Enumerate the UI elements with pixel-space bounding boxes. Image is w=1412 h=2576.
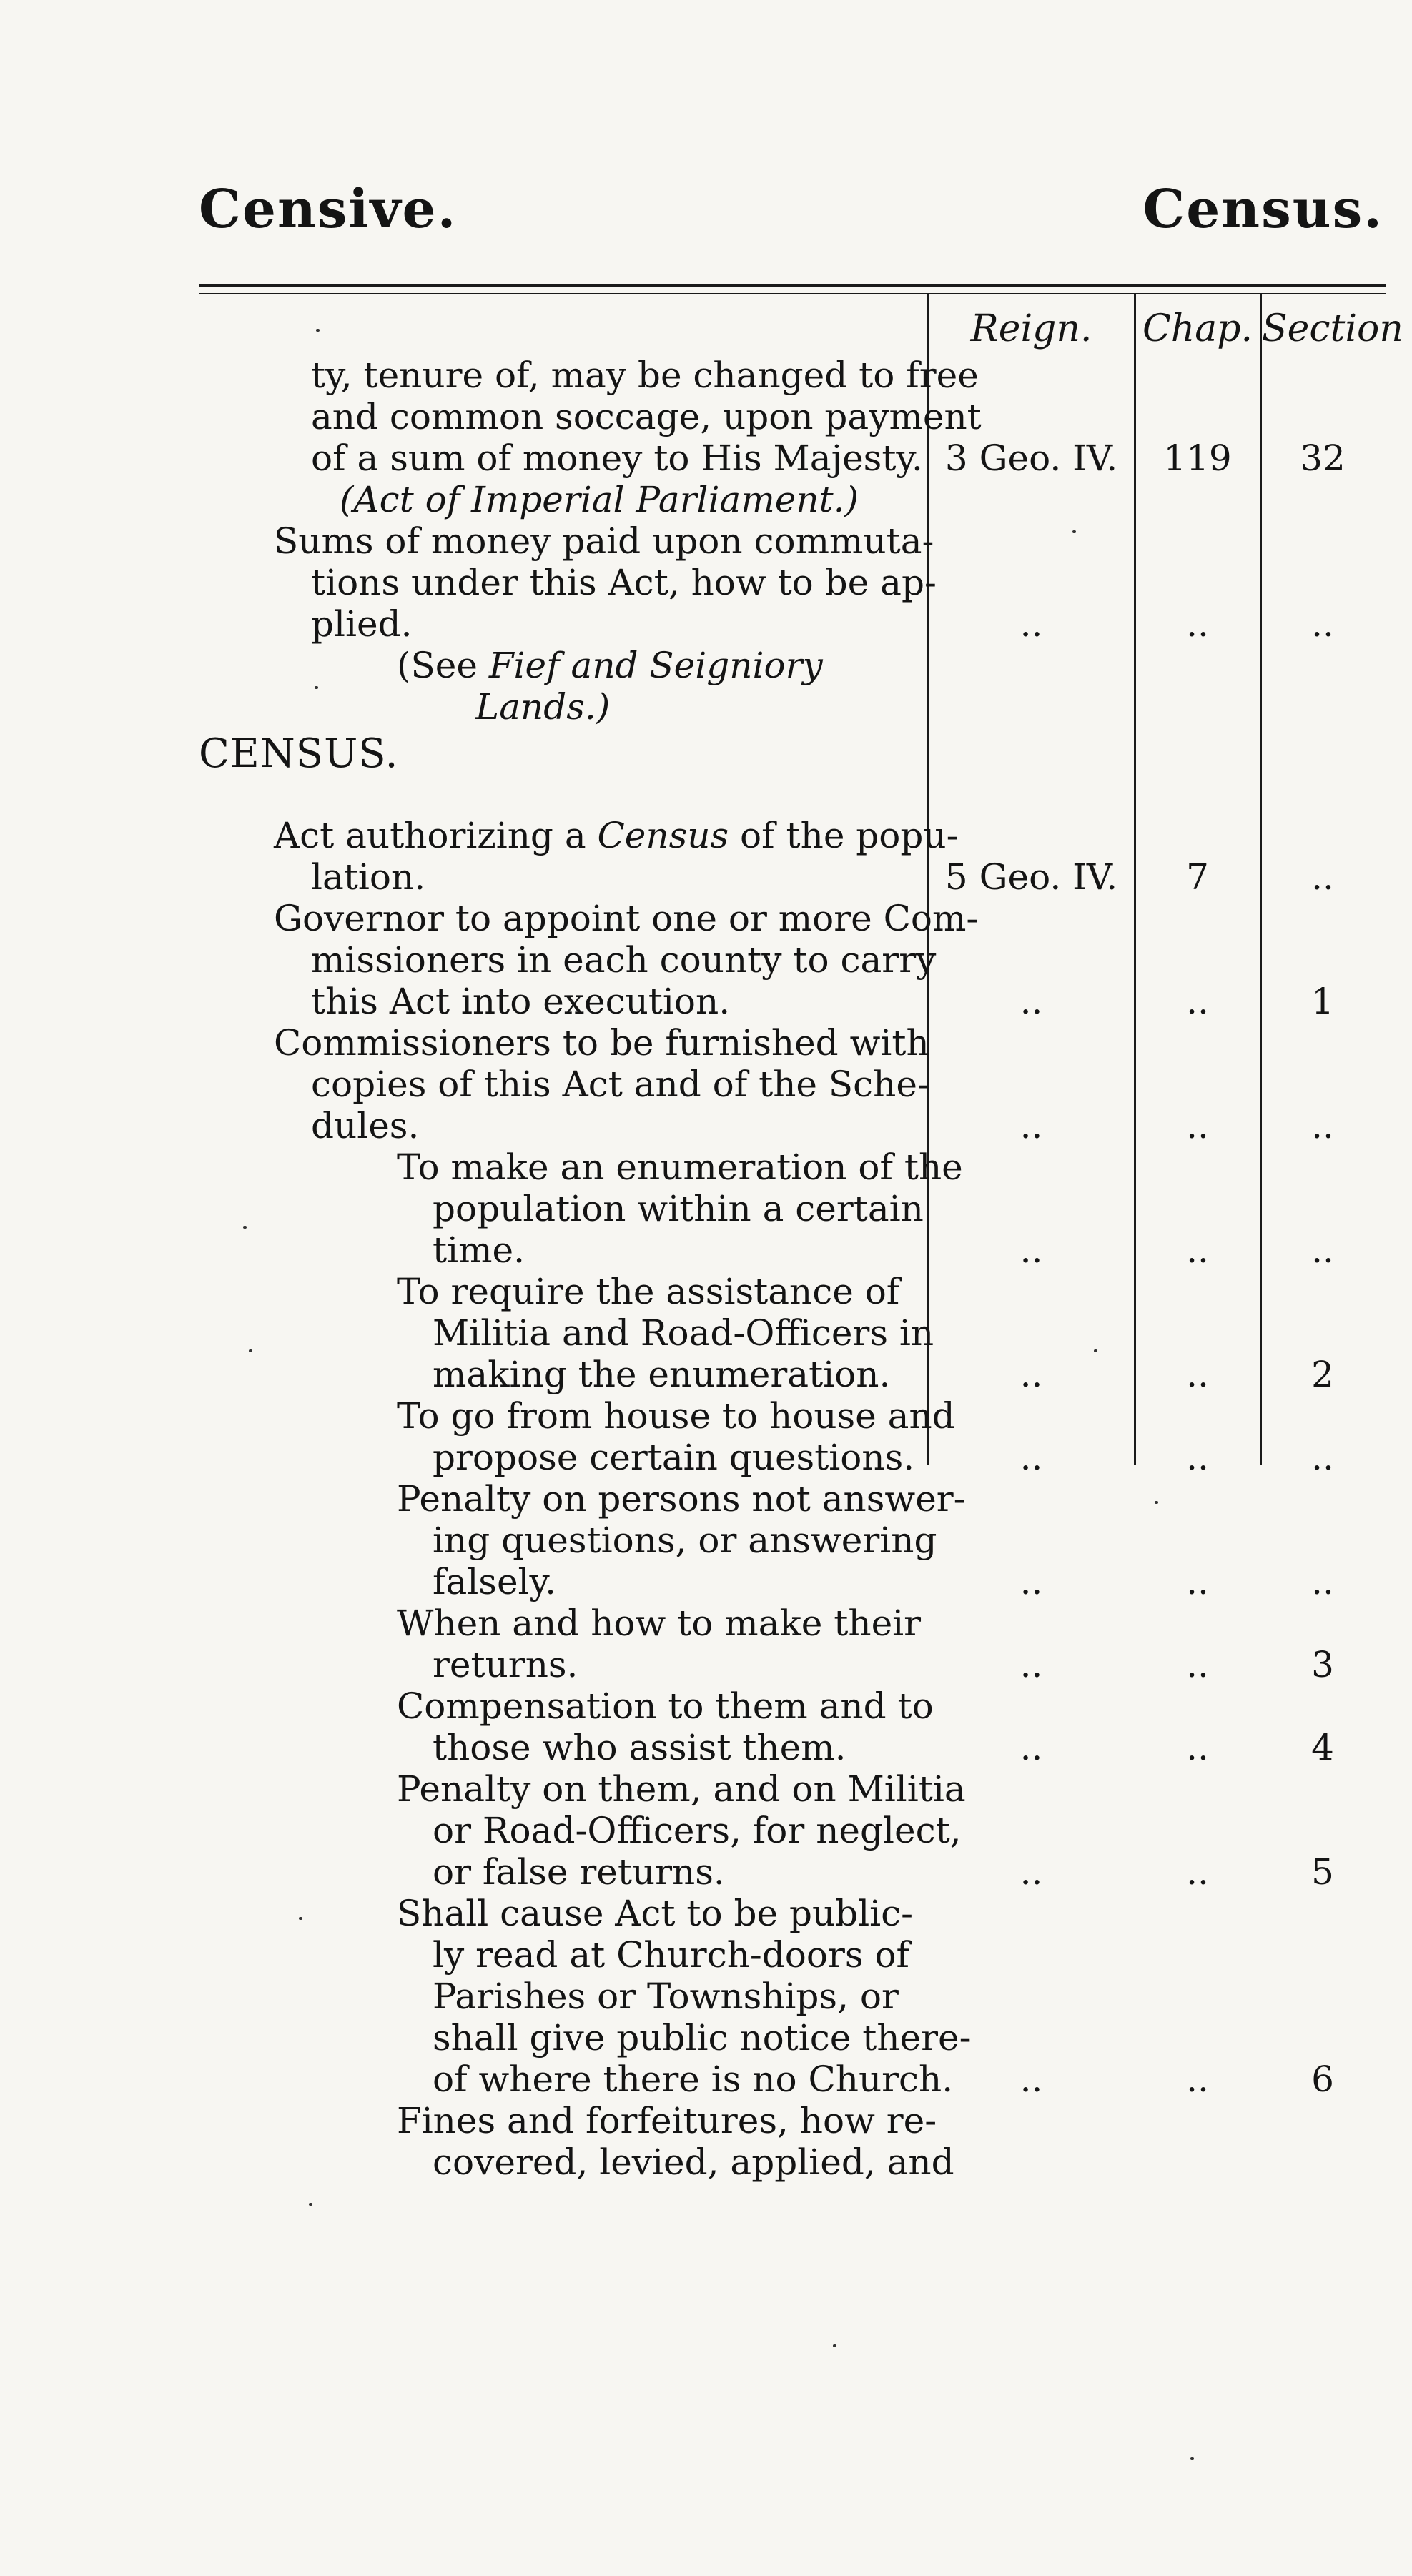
ref-chap: .. [1186,1229,1209,1271]
entry-line: falsely. [433,1561,557,1602]
ref-section: .. [1311,1561,1334,1602]
entry-line: or Road-Officers, for neglect, [433,1810,962,1851]
ref-chap: .. [1186,1727,1209,1768]
ref-reign: .. [1019,1354,1043,1395]
entry-line: missioners in each county to carry [311,939,937,981]
entry-line: To make an enumeration of the [397,1146,963,1188]
entry-line: making the enumeration. [433,1354,891,1395]
scan-speck [1155,1501,1158,1504]
ref-chap: .. [1186,981,1209,1022]
cross-reference-prefix: (See [397,645,489,686]
entry-line: covered, levied, applied, and [433,2141,954,2183]
ref-section: .. [1311,1437,1334,1478]
entry-line: When and how to make their [397,1602,922,1644]
ref-section: 6 [1311,2059,1334,2100]
entry-line: time. [433,1229,525,1271]
ref-section: 4 [1311,1727,1334,1768]
entry-line: ly read at Church-doors of [433,1934,910,1976]
ref-reign: .. [1019,1105,1043,1146]
entry-line: To go from house to house and [397,1395,955,1437]
running-head-right: Census. [1142,179,1383,240]
ref-section: .. [1311,1105,1334,1146]
scan-speck [833,2344,836,2347]
column-header-section: Section [1262,307,1403,350]
scan-speck [316,329,320,332]
cross-reference [397,645,823,686]
section-heading: CENSUS. [199,730,399,777]
entry-line: copies of this Act and of the Sche- [311,1064,929,1105]
ref-chap: .. [1186,1105,1209,1146]
entry-citation: (Act of Imperial Parliament.) [340,479,859,520]
entry-line: To require the assistance of [397,1271,900,1312]
ref-reign: .. [1019,603,1043,645]
entry-line: those who assist them. [433,1727,846,1768]
entry-line: Compensation to them and to [397,1685,934,1727]
ref-section: 5 [1311,1851,1334,1893]
ref-chap: .. [1186,1561,1209,1602]
entry-line: dules. [311,1105,420,1146]
ref-chap: .. [1186,1851,1209,1893]
ref-reign: .. [1019,1437,1043,1478]
entry-line: Militia and Road-Officers in [433,1312,934,1354]
entry-line: Governor to appoint one or more Com- [274,898,979,939]
ref-chap: .. [1186,603,1209,645]
entry-line: ing questions, or answering [433,1520,937,1561]
ref-section: 3 [1311,1644,1334,1685]
scan-speck [243,1226,247,1229]
ref-chap: .. [1186,2059,1209,2100]
ref-section: 1 [1311,981,1334,1022]
entry-line: lation. [311,856,426,898]
entry-line: propose certain questions. [433,1437,915,1478]
ref-chap: 119 [1163,437,1232,479]
ref-reign: .. [1019,1851,1043,1893]
entry-line: returns. [433,1644,578,1685]
entry-line: and common soccage, upon payment [311,396,982,437]
ref-section: .. [1311,1229,1334,1271]
entry-line: Commissioners to be furnished with [274,1022,929,1064]
entry-line: plied. [311,603,413,645]
column-header-chap: Chap. [1142,307,1253,350]
entry-line: Penalty on persons not answer- [397,1478,966,1520]
cross-reference-link: Fief and Seigniory [488,645,823,686]
entry-line: tions under this Act, how to be ap- [311,562,937,603]
header-rule-thick [199,284,1386,287]
ref-reign: .. [1019,2059,1043,2100]
entry-line: Shall cause Act to be public- [397,1893,914,1934]
ref-chap: .. [1186,1437,1209,1478]
entry-line: Sums of money paid upon commuta- [274,520,934,562]
scan-speck [1072,530,1076,533]
entry-line: ty, tenure of, may be changed to free [311,355,979,396]
entry-line: Parishes or Townships, or [433,1976,899,2017]
entry-line: shall give public notice there- [433,2017,972,2059]
ref-section: 2 [1311,1354,1334,1395]
entry-line: Penalty on them, and on Militia [397,1768,966,1810]
column-header-reign: Reign. [970,307,1092,350]
entry-line: Fines and forfeitures, how re- [397,2100,937,2141]
column-divider-chap [1134,293,1136,1465]
scan-speck [299,1917,302,1920]
ref-reign: .. [1019,981,1043,1022]
ref-section: 32 [1300,437,1346,479]
ref-reign: .. [1019,1727,1043,1768]
ref-reign: .. [1019,1229,1043,1271]
running-head-left: Censive. [199,179,458,240]
entry-line: of a sum of money to His Majesty. [311,437,923,479]
ref-reign: 3 Geo. IV. [944,437,1118,479]
ref-chap: .. [1186,1354,1209,1395]
entry-line: population within a certain [433,1188,924,1229]
ref-section: .. [1311,603,1334,645]
ref-reign: .. [1019,1644,1043,1685]
scan-speck [249,1349,252,1352]
ref-reign: 5 Geo. IV. [944,856,1118,898]
entry-line: this Act into execution. [311,981,731,1022]
ref-reign: .. [1019,1561,1043,1602]
ref-section: .. [1311,856,1334,898]
header-rule-thin [199,293,1386,294]
scan-speck [1190,2457,1194,2460]
entry-line: Act authorizing a Census of the popu- [274,815,959,856]
entry-line: of where there is no Church. [433,2059,954,2100]
column-divider-reign [927,293,929,1465]
scan-speck [309,2203,312,2206]
ref-chap: .. [1186,1644,1209,1685]
scan-speck [1094,1349,1097,1352]
ref-chap: 7 [1186,856,1209,898]
entry-line: or false returns. [433,1851,725,1893]
scan-speck [315,686,318,689]
cross-reference-cont: Lands.) [475,686,611,728]
